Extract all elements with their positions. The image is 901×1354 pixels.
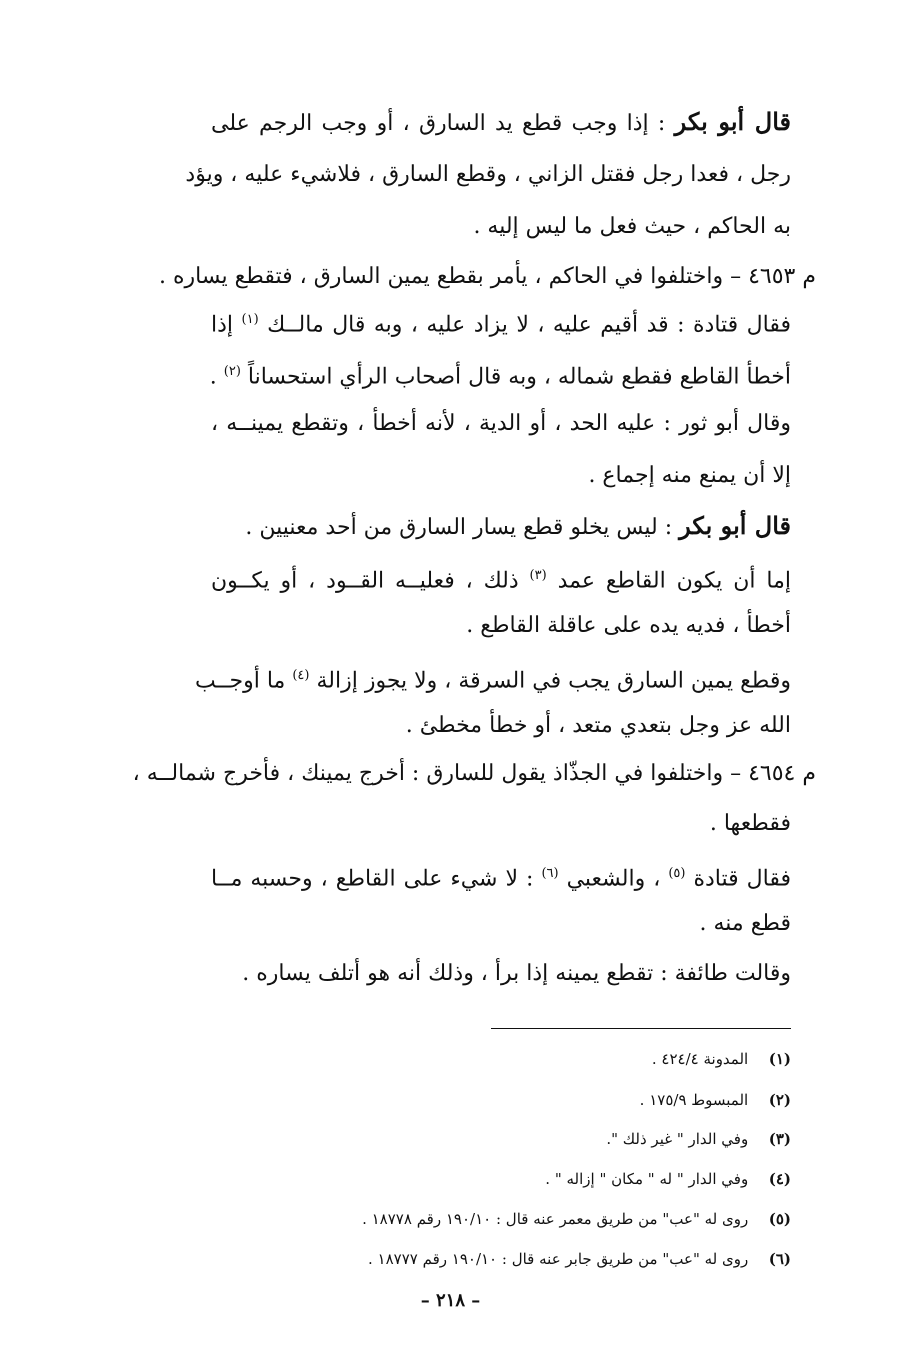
text-line: قطع منه . — [699, 911, 791, 936]
text-span: : إذا وجب قطع يد السارق ، أو وجب الرجم على — [211, 111, 666, 136]
text-line: فقطعها . — [709, 811, 791, 836]
footnote-number: (٦) — [768, 1250, 791, 1268]
issue-heading-4653: م ٤٦٥٣ – واختلفوا في الحاكم ، يأمر بقطع يمين السارق ، فتقطع يساره . — [158, 264, 816, 289]
footnote-number: (٣) — [768, 1130, 791, 1148]
text-line — [191, 352, 791, 397]
text-span: إما أن يكون القاطع عمد — [557, 568, 792, 594]
text-span: : ليس يخلو قطع يسار السارق من أحد معنيين . — [245, 515, 673, 540]
text-line — [211, 102, 791, 144]
footnote-marker: (١) — [241, 312, 259, 327]
text-line — [211, 556, 791, 601]
footnote — [171, 1208, 791, 1230]
text-span: فقال قتادة : قد أقيم عليه ، لا يزاد عليه ، وبه قال مالــك — [267, 312, 791, 338]
text-line: به الحاكم ، حيث فعل ما ليس إليه . — [473, 214, 791, 239]
text-line: الله عز وجل بتعدي متعد ، أو خطأ مخطئ . — [405, 713, 791, 738]
text-span: ذلك ، فعليــه القــود ، أو يكــون — [211, 568, 519, 594]
text-span: ، والشعبي — [566, 866, 661, 892]
footnote-number: (١) — [768, 1050, 791, 1068]
text-line — [211, 506, 791, 548]
footnote-text: روى له "عب" من طريق معمر عنه قال : ١٩٠/١٠ رقم ١٨٧٧٨ . — [362, 1210, 749, 1228]
text-span: وقطع يمين السارق يجب في السرقة ، ولا يجوز إزالة — [316, 668, 791, 694]
text-line: إلا أن يمنع منه إجماع . — [588, 463, 791, 488]
text-line — [195, 656, 791, 701]
issue-heading-4654: م ٤٦٥٤ – واختلفوا في الجذّاذ يقول للسارق : أخرج يمينك ، فأخرج شمالــه ، — [132, 761, 816, 786]
text-line — [211, 300, 791, 345]
text-span: فقال قتادة — [693, 866, 791, 892]
footnote — [171, 1089, 791, 1111]
text-line — [211, 854, 791, 899]
text-span: : لا شيء على القاطع ، وحسبه مــا — [211, 866, 534, 892]
section-lead: قال أبو بكر — [674, 107, 792, 136]
footnote-text: وفي الدار " له " مكان " إزاله " . — [545, 1170, 749, 1188]
footnote-number: (٢) — [768, 1091, 791, 1109]
footnote-marker: (٤) — [292, 668, 310, 683]
footnote — [171, 1048, 791, 1070]
text-span: إذا — [211, 312, 234, 338]
text-line: وقالت طائفة : تقطع يمينه إذا برأ ، وذلك أنه هو أتلف يساره . — [242, 961, 791, 986]
footnote — [171, 1248, 791, 1270]
text-span: أخطأ القاطع فقطع شماله ، وبه قال أصحاب الرأي استحساناً — [247, 364, 791, 390]
text-span: ما أوجــب — [195, 668, 286, 694]
footnote — [171, 1168, 791, 1190]
page-number: – ٢١٨ – — [420, 1290, 481, 1311]
section-lead: قال أبو بكر — [679, 511, 791, 540]
footnote-number: (٤) — [768, 1170, 791, 1188]
footnote-divider — [491, 1028, 791, 1029]
footnote-marker: (٥) — [668, 866, 686, 881]
footnote-text: روى له "عب" من طريق جابر عنه قال : ١٩٠/١٠ رقم ١٨٧٧٧ . — [368, 1250, 749, 1268]
text-line: وقال أبو ثور : عليه الحد ، أو الدية ، لأنه أخطأ ، وتقطع يمينــه ، — [211, 411, 791, 436]
footnote — [171, 1128, 791, 1150]
footnote-number: (٥) — [768, 1210, 791, 1228]
footnote-text: المدونة ٤٢٤/٤ . — [651, 1050, 749, 1068]
footnote-marker: (٢) — [223, 364, 241, 379]
footnote-marker: (٣) — [529, 568, 547, 583]
text-span: . — [209, 364, 217, 390]
text-line: أخطأ ، فديه يده على عاقلة القاطع . — [466, 613, 791, 638]
footnote-text: وفي الدار " غير ذلك ". — [606, 1130, 749, 1148]
text-line: رجل ، فعدا رجل فقتل الزاني ، وقطع السارق ، فلاشيء عليه ، ويؤد — [185, 162, 791, 187]
footnote-text: المبسوط ١٧٥/٩ . — [639, 1091, 749, 1109]
footnote-marker: (٦) — [541, 866, 559, 881]
